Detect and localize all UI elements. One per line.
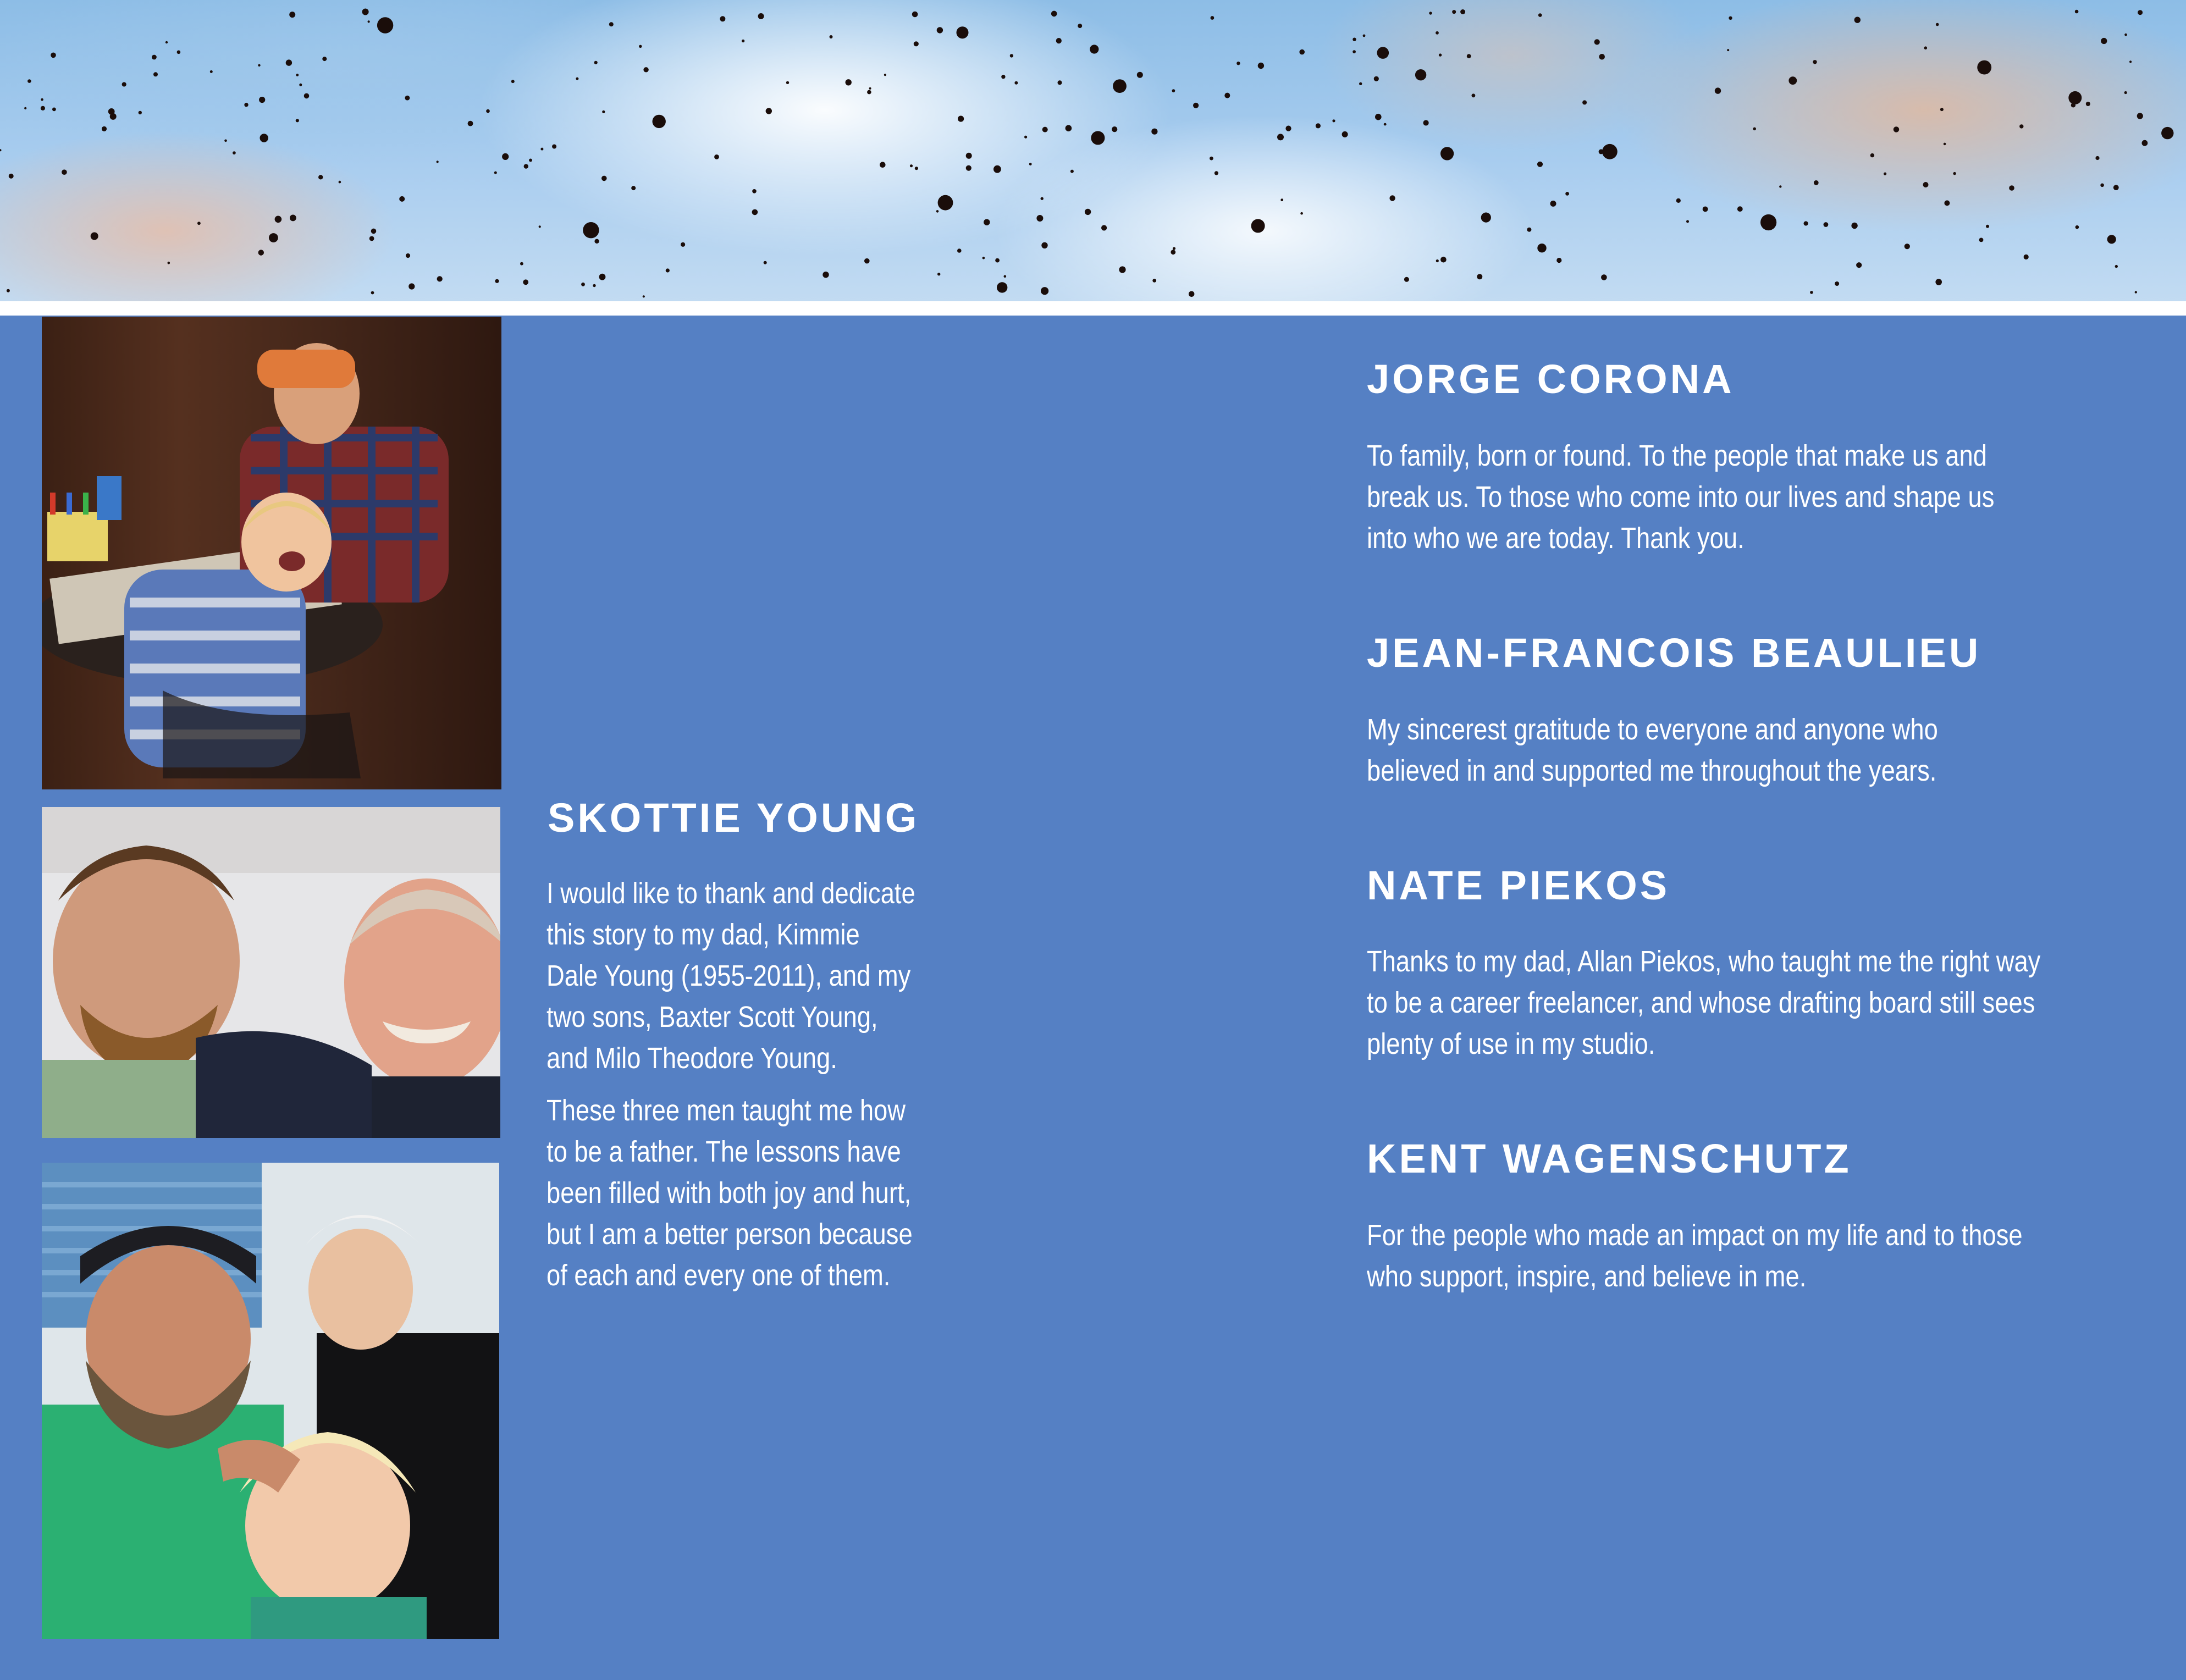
ink-dot — [405, 96, 410, 101]
nate-piekos-dedication: Thanks to my dad, Allan Piekos, who taught me the right way to be a career freelancer, and whose drafting board still sees plenty of use in my studio. — [1367, 945, 2041, 1060]
ink-dot — [864, 258, 870, 264]
ink-dot — [1316, 123, 1321, 128]
ink-dot — [1788, 76, 1797, 85]
ink-dot — [1467, 54, 1471, 58]
ink-dot — [1374, 76, 1379, 81]
ink-dot — [41, 106, 45, 110]
ink-dot — [152, 55, 157, 60]
ink-dot — [468, 121, 473, 126]
ink-dot — [1924, 46, 1928, 49]
ink-dot — [1986, 225, 1989, 228]
ink-dot — [1280, 198, 1283, 201]
ink-dot — [2024, 255, 2029, 259]
ink-dot — [958, 116, 964, 122]
ink-dot — [938, 195, 953, 211]
ink-dot — [1299, 49, 1305, 55]
ink-dot — [495, 279, 499, 283]
ink-dot — [2137, 113, 2143, 119]
ink-dot — [51, 53, 56, 58]
photo-father-and-grown-son — [42, 807, 500, 1138]
ink-dot — [1251, 219, 1265, 233]
ink-dot — [2142, 140, 2148, 146]
ink-dot — [2124, 34, 2127, 36]
ink-dot — [1779, 185, 1781, 187]
ink-dot — [1737, 206, 1743, 212]
ink-dot — [1172, 89, 1175, 92]
ink-dot — [1384, 123, 1387, 126]
ink-dot — [912, 12, 918, 18]
ink-dot — [880, 162, 886, 168]
ink-dot — [1042, 127, 1048, 132]
ink-dot — [984, 219, 990, 225]
ink-dot — [1884, 173, 1886, 175]
ink-dot — [399, 196, 405, 202]
jean-francois-beaulieu-name: JEAN-FRANCOIS BEAULIEU — [1367, 630, 1981, 676]
ink-dot — [1332, 119, 1335, 122]
ink-dot — [1363, 35, 1366, 37]
ink-dot — [1537, 162, 1543, 167]
ink-dot — [1004, 275, 1007, 278]
ink-dot — [1814, 180, 1819, 185]
ink-dot — [524, 164, 528, 168]
ink-dot — [937, 273, 940, 275]
ink-dot — [540, 148, 543, 151]
ink-dot — [1058, 80, 1062, 85]
ink-dot — [1935, 279, 1942, 285]
ink-dot — [275, 216, 282, 223]
ink-dot — [259, 97, 265, 103]
ink-dot — [502, 153, 509, 160]
ink-dot — [2135, 291, 2137, 293]
ink-dot — [520, 262, 523, 266]
ink-dot — [1676, 198, 1681, 203]
ink-dot — [1599, 54, 1605, 60]
ink-dot — [233, 151, 236, 154]
ink-dot — [318, 175, 323, 179]
ink-dot — [915, 167, 918, 170]
ink-dot — [1804, 221, 1808, 225]
ink-dot — [997, 282, 1007, 292]
ink-dot — [1024, 136, 1027, 139]
ink-dot — [371, 291, 374, 295]
ink-dot — [643, 295, 645, 297]
ink-dot — [1113, 79, 1127, 93]
ink-dot — [2113, 185, 2119, 190]
ink-dot — [339, 181, 341, 184]
ink-dot — [1151, 129, 1157, 135]
ink-dot — [995, 258, 1000, 263]
ink-dot — [299, 84, 302, 86]
ink-dot — [982, 257, 985, 259]
ink-dot — [1389, 195, 1395, 201]
ink-dot — [486, 109, 490, 113]
ink-dot — [2107, 235, 2116, 244]
ink-dot — [0, 149, 2, 151]
ink-dot — [1215, 171, 1218, 175]
ink-dot — [296, 74, 299, 76]
ink-dot — [752, 189, 757, 194]
ink-dot — [322, 57, 327, 61]
ink-splatter — [0, 0, 2186, 301]
ink-dot — [786, 81, 789, 84]
ink-dot — [1300, 212, 1303, 215]
ink-dot — [1601, 274, 1607, 280]
ink-dot — [1602, 144, 1618, 159]
ink-dot — [304, 93, 310, 99]
ink-dot — [258, 250, 264, 255]
ink-dot — [529, 159, 532, 162]
ink-dot — [639, 45, 642, 48]
ink-dot — [1810, 291, 1813, 294]
ink-dot — [1085, 209, 1091, 215]
ink-dot — [1550, 201, 1556, 207]
ink-dot — [2161, 127, 2173, 139]
ink-dot — [846, 79, 852, 85]
ink-dot — [869, 87, 871, 90]
ink-dot — [1477, 274, 1482, 279]
ink-dot — [2009, 185, 2014, 191]
ink-dot — [1353, 50, 1356, 53]
ink-dot — [1001, 75, 1005, 79]
ink-dot — [993, 165, 1001, 173]
ink-dot — [1258, 63, 1264, 69]
ink-dot — [681, 242, 685, 247]
ink-dot — [139, 111, 142, 114]
ink-dot — [1041, 197, 1044, 200]
ink-dot — [224, 140, 227, 142]
ink-dot — [1078, 24, 1082, 28]
photo-father-with-two-sons — [42, 1163, 499, 1639]
ink-dot — [406, 253, 410, 258]
ink-dot — [377, 17, 393, 33]
ink-dot — [1729, 16, 1732, 20]
ink-dot — [1760, 214, 1776, 230]
ink-dot — [369, 236, 374, 241]
ink-dot — [1440, 257, 1447, 263]
ink-dot — [666, 268, 670, 272]
ink-dot — [108, 108, 115, 115]
skottie-young-dedication — [546, 873, 916, 1296]
ink-dot — [177, 51, 181, 54]
ink-dot — [1940, 108, 1944, 111]
ink-dot — [966, 153, 972, 159]
ink-dot — [766, 108, 772, 114]
ink-dot — [1753, 128, 1756, 131]
ink-dot — [1977, 60, 1991, 75]
ink-dot — [1415, 69, 1426, 80]
ink-dot — [601, 176, 607, 181]
ink-dot — [7, 289, 10, 292]
ink-dot — [1066, 125, 1072, 131]
ink-dot — [409, 283, 415, 289]
ink-dot — [1112, 126, 1117, 132]
ink-dot — [1439, 53, 1442, 56]
ink-dot — [1119, 266, 1125, 273]
ink-dot — [1152, 279, 1156, 283]
ink-dot — [1171, 250, 1175, 255]
ink-dot — [1041, 287, 1048, 295]
ink-dot — [583, 222, 599, 238]
ink-dot — [437, 161, 439, 163]
ink-dot — [2095, 156, 2099, 160]
ink-dot — [594, 61, 598, 64]
ink-dot — [937, 27, 943, 33]
ink-dot — [2101, 38, 2107, 44]
ink-dot — [1854, 17, 1861, 23]
ink-dot — [27, 79, 31, 83]
ink-dot — [593, 284, 595, 287]
ink-dot — [260, 134, 268, 142]
ink-dot — [511, 80, 515, 83]
ink-dot — [52, 108, 56, 112]
ink-dot — [1277, 134, 1284, 140]
ink-dot — [41, 98, 43, 101]
ink-dot — [752, 209, 758, 215]
ink-dot — [1594, 39, 1600, 45]
ink-dot — [2124, 91, 2127, 94]
ink-dot — [581, 283, 585, 286]
ink-dot — [594, 239, 599, 244]
ink-dot — [1472, 93, 1476, 97]
ink-dot — [91, 233, 98, 240]
ink-dot — [1359, 82, 1362, 85]
ink-dot — [539, 225, 541, 228]
ink-dot — [168, 262, 170, 264]
ink-dot — [867, 90, 871, 95]
ink-dot — [523, 279, 528, 285]
ink-dot — [1210, 157, 1213, 161]
jorge-corona-dedication: To family, born or found. To the people that make us and break us. To those who come into our lives and shape us into who we are today. Thank you. — [1367, 439, 1995, 555]
watercolor-sky-banner — [0, 0, 2186, 301]
ink-dot — [2075, 225, 2079, 229]
ink-dot — [1353, 38, 1356, 41]
ink-dot — [290, 215, 296, 222]
ink-dot — [1481, 213, 1491, 223]
ink-dot — [1715, 87, 1721, 93]
ink-dot — [602, 110, 605, 113]
ink-dot — [1375, 114, 1382, 120]
jorge-corona-name: JORGE CORONA — [1367, 356, 1735, 402]
ink-dot — [1944, 143, 1946, 146]
ink-dot — [1436, 31, 1439, 35]
ink-dot — [2100, 184, 2104, 187]
ink-dot — [1851, 223, 1857, 229]
ink-dot — [1452, 10, 1456, 14]
ink-dot — [1173, 247, 1175, 250]
ink-dot — [1582, 100, 1587, 104]
ink-dot — [2075, 10, 2079, 14]
ink-dot — [197, 222, 201, 225]
ink-dot — [244, 103, 248, 107]
ink-dot — [1538, 13, 1542, 17]
kent-wagenschutz-name: KENT WAGENSCHUTZ — [1367, 1136, 1852, 1181]
ink-dot — [289, 12, 295, 18]
banner-divider — [0, 301, 2186, 316]
ink-dot — [437, 276, 443, 281]
ink-dot — [2068, 91, 2082, 104]
ink-dot — [653, 115, 666, 128]
ink-dot — [1091, 131, 1105, 145]
nate-piekos-name: NATE PIEKOS — [1367, 863, 1670, 908]
ink-dot — [1101, 225, 1107, 230]
ink-dot — [1193, 103, 1199, 108]
ink-dot — [1041, 242, 1047, 248]
ink-dot — [258, 64, 260, 67]
ink-dot — [764, 261, 767, 264]
ink-dot — [1953, 172, 1956, 175]
ink-dot — [362, 9, 369, 15]
ink-dot — [165, 41, 168, 43]
ink-dot — [2129, 60, 2132, 63]
ink-dot — [1894, 126, 1899, 132]
ink-dot — [643, 67, 648, 72]
ink-dot — [1423, 120, 1429, 125]
ink-dot — [1556, 258, 1561, 263]
ink-dot — [24, 107, 26, 109]
skottie-young-name: SKOTTIE YOUNG — [548, 795, 920, 841]
ink-dot — [1189, 291, 1195, 297]
ink-dot — [368, 20, 370, 23]
ink-dot — [1460, 9, 1465, 14]
ink-dot — [957, 26, 969, 38]
ink-dot — [1090, 45, 1098, 53]
ink-dot — [1404, 277, 1409, 282]
ink-dot — [210, 70, 213, 73]
ink-dot — [2086, 102, 2090, 106]
ink-dot — [1905, 244, 1910, 249]
ink-dot — [631, 186, 636, 190]
ink-dot — [1537, 244, 1546, 252]
ink-dot — [936, 210, 939, 213]
ink-dot — [742, 40, 744, 42]
ink-dot — [914, 41, 919, 46]
ink-dot — [2115, 265, 2118, 268]
ink-dot — [153, 72, 158, 76]
ink-dot — [1014, 81, 1018, 85]
ink-dot — [1944, 200, 1950, 206]
ink-dot — [1029, 163, 1032, 165]
ink-dot — [1835, 281, 1839, 286]
ink-dot — [2071, 103, 2075, 107]
ink-dot — [494, 172, 497, 174]
skottie-young-paragraph-2: These three men taught me how to be a father. The lessons have been filled with both joy and hurt, but I am a better person because of each and every one of them. — [546, 1094, 913, 1292]
ink-dot — [1436, 259, 1439, 262]
ink-dot — [1429, 12, 1432, 14]
ink-dot — [269, 233, 278, 242]
ink-dot — [714, 154, 719, 159]
ink-dot — [1923, 182, 1929, 187]
ink-dot — [720, 16, 725, 21]
ink-dot — [1051, 11, 1057, 17]
ink-dot — [286, 59, 292, 65]
photo-father-and-son-at-table — [42, 317, 501, 789]
ink-dot — [1813, 60, 1817, 64]
jean-francois-beaulieu-dedication: My sincerest gratitude to everyone and anyone who believed in and supported me throughout the years. — [1367, 713, 1938, 787]
ink-dot — [1236, 62, 1240, 65]
ink-dot — [102, 126, 107, 131]
ink-dot — [609, 22, 614, 26]
ink-dot — [1686, 220, 1689, 223]
ink-dot — [1211, 16, 1215, 20]
ink-dot — [1010, 54, 1013, 57]
ink-dot — [1285, 126, 1291, 131]
ink-dot — [1070, 170, 1074, 173]
ink-dot — [884, 74, 886, 76]
ink-dot — [1824, 222, 1829, 227]
ink-dot — [122, 82, 126, 86]
ink-dot — [2019, 124, 2023, 128]
ink-dot — [1440, 147, 1454, 160]
ink-dot — [1137, 72, 1143, 78]
ink-dot — [1224, 93, 1230, 98]
skottie-young-paragraph-1: I would like to thank and dedicate this story to my dad, Kimmie Dale Young (1955-2011), and my two sons, Baxter Scott Young, and Milo Theodore Young. — [546, 877, 915, 1075]
ink-dot — [1377, 47, 1389, 59]
ink-dot — [1979, 238, 1984, 242]
ink-dot — [2138, 10, 2143, 15]
ink-dot — [957, 248, 962, 253]
ink-dot — [1342, 131, 1348, 137]
ink-dot — [1856, 262, 1862, 268]
ink-dot — [9, 174, 14, 179]
ink-dot — [1936, 23, 1939, 26]
ink-dot — [1727, 49, 1729, 51]
ink-dot — [830, 35, 833, 38]
ink-dot — [1703, 207, 1708, 212]
ink-dot — [966, 165, 971, 171]
ink-dot — [599, 274, 606, 280]
ink-dot — [822, 272, 829, 278]
ink-dot — [910, 164, 913, 167]
ink-dot — [371, 229, 377, 234]
ink-dot — [576, 78, 578, 80]
ink-dot — [62, 169, 67, 175]
ink-dot — [1527, 228, 1531, 232]
ink-dot — [758, 13, 764, 19]
ink-dot — [1870, 153, 1874, 157]
ink-dot — [552, 145, 556, 149]
ink-dot — [1036, 215, 1043, 222]
ink-dot — [296, 119, 299, 122]
kent-wagenschutz-dedication: For the people who made an impact on my life and to those who support, inspire, and believe in me. — [1367, 1219, 2023, 1293]
ink-dot — [1565, 192, 1569, 196]
ink-dot — [1056, 38, 1062, 43]
